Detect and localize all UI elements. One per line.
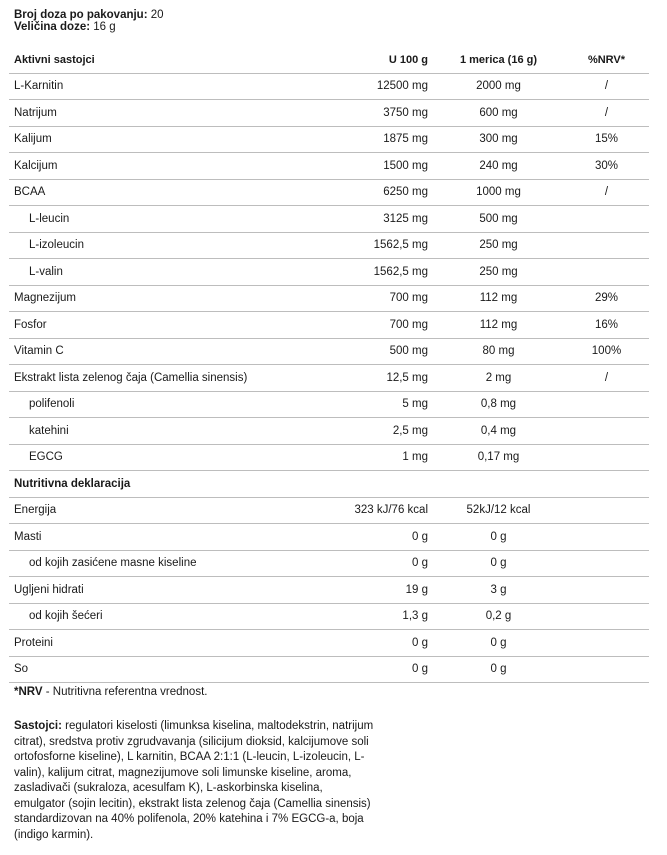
value-per-100g: 1562,5 mg bbox=[336, 232, 436, 259]
serving-info bbox=[14, 9, 654, 33]
value-per-serving: 300 mg bbox=[436, 126, 569, 153]
value-per-serving: 80 mg bbox=[436, 338, 569, 365]
table-row bbox=[9, 497, 649, 524]
ingredient-name: L-leucin bbox=[9, 206, 336, 233]
nutrient-name: So bbox=[9, 656, 336, 683]
value-per-serving: 0 g bbox=[436, 630, 569, 657]
value-nrv bbox=[569, 391, 649, 418]
value-per-serving: 600 mg bbox=[436, 100, 569, 127]
ingredients-label: Sastojci: bbox=[14, 720, 62, 732]
value-nrv: 15% bbox=[569, 126, 649, 153]
value-nrv: 30% bbox=[569, 153, 649, 180]
ingredient-name: polifenoli bbox=[9, 391, 336, 418]
value-per-serving: 0,2 g bbox=[436, 603, 569, 630]
table-row bbox=[9, 550, 649, 577]
serving-size bbox=[14, 21, 654, 33]
nrv-footnote bbox=[14, 686, 207, 698]
table-row bbox=[9, 126, 649, 153]
value-nrv bbox=[569, 630, 649, 657]
table-row bbox=[9, 391, 649, 418]
table-row bbox=[9, 285, 649, 312]
servings-value: 20 bbox=[150, 9, 164, 21]
ingredient-name: Kalijum bbox=[9, 126, 336, 153]
value-per-100g: 1500 mg bbox=[336, 153, 436, 180]
value-nrv: 16% bbox=[569, 312, 649, 339]
value-per-serving: 0,4 mg bbox=[436, 418, 569, 445]
column-header-per-serving: 1 merica (16 g) bbox=[436, 47, 569, 73]
value-per-100g: 700 mg bbox=[336, 285, 436, 312]
nutrient-name: Masti bbox=[9, 524, 336, 551]
value-per-serving: 2 mg bbox=[436, 365, 569, 392]
table-row bbox=[9, 206, 649, 233]
value-per-serving: 1000 mg bbox=[436, 179, 569, 206]
column-header-ingredient: Aktivni sastojci bbox=[9, 47, 336, 73]
ingredient-name: Kalcijum bbox=[9, 153, 336, 180]
value-nrv: 29% bbox=[569, 285, 649, 312]
ingredient-name: L-valin bbox=[9, 259, 336, 286]
value-per-100g: 0 g bbox=[336, 550, 436, 577]
value-per-100g: 6250 mg bbox=[336, 179, 436, 206]
value-nrv: / bbox=[569, 179, 649, 206]
ingredient-name: Ekstrakt lista zelenog čaja (Camellia sinensis) bbox=[9, 365, 336, 392]
nutrition-section-row bbox=[9, 471, 649, 498]
value-nrv bbox=[569, 577, 649, 604]
value-per-serving: 0,8 mg bbox=[436, 391, 569, 418]
nutrition-table bbox=[9, 47, 649, 683]
value-nrv bbox=[569, 232, 649, 259]
value-per-serving: 500 mg bbox=[436, 206, 569, 233]
table-row bbox=[9, 312, 649, 339]
value-per-100g: 1,3 g bbox=[336, 603, 436, 630]
ingredient-name: Magnezijum bbox=[9, 285, 336, 312]
servings-label: Broj doza po pakovanju: bbox=[14, 9, 148, 21]
column-header-nrv: %NRV* bbox=[569, 47, 649, 73]
table-header-row bbox=[9, 47, 649, 73]
value-nrv bbox=[569, 259, 649, 286]
footnote-text: - Nutritivna referentna vrednost. bbox=[42, 686, 208, 698]
value-per-100g: 1562,5 mg bbox=[336, 259, 436, 286]
ingredient-name: Vitamin C bbox=[9, 338, 336, 365]
value-per-100g: 1875 mg bbox=[336, 126, 436, 153]
table-row bbox=[9, 656, 649, 683]
value-per-serving: 0 g bbox=[436, 550, 569, 577]
value-per-100g: 0 g bbox=[336, 656, 436, 683]
value-per-100g: 19 g bbox=[336, 577, 436, 604]
table-row bbox=[9, 259, 649, 286]
ingredients-text: regulatori kiselosti (limunksa kiselina, maltodekstrin, natrijum citrat), sredstva protiv zgrudvavanja (silicijum dioksid, kalcijumove soli ortofosforne kiseline), L karnitin, BCAA 2:1:1 (L-leucin, L-izoleucin, L-valin), kalijum citrat, magnezijumove soli limunske kiseline, aroma, zasladivači (sukraloza, acesulfam K), L-askorbinska kiselina, emulgator (sojin lecitin), ekstrakt lista zelenog čaja (Camellia sinensis) standardizovan na 40% polifenola, 20% katehina i 7% EGCG-a, boja (indigo karmin). bbox=[14, 720, 374, 841]
value-nrv bbox=[569, 206, 649, 233]
table-row bbox=[9, 153, 649, 180]
ingredient-name: L-Karnitin bbox=[9, 73, 336, 100]
value-per-100g: 700 mg bbox=[336, 312, 436, 339]
ingredient-name: Fosfor bbox=[9, 312, 336, 339]
nutrition-section-title: Nutritivna deklaracija bbox=[9, 471, 649, 498]
value-per-100g: 2,5 mg bbox=[336, 418, 436, 445]
value-per-serving: 112 mg bbox=[436, 312, 569, 339]
value-per-100g: 0 g bbox=[336, 524, 436, 551]
ingredients-paragraph bbox=[14, 719, 374, 843]
table-row bbox=[9, 100, 649, 127]
value-nrv bbox=[569, 656, 649, 683]
table-row bbox=[9, 418, 649, 445]
value-per-serving: 3 g bbox=[436, 577, 569, 604]
value-per-serving: 2000 mg bbox=[436, 73, 569, 100]
value-per-100g: 3750 mg bbox=[336, 100, 436, 127]
nutrient-name: od kojih zasićene masne kiseline bbox=[9, 550, 336, 577]
value-per-100g: 5 mg bbox=[336, 391, 436, 418]
value-nrv: 100% bbox=[569, 338, 649, 365]
value-per-serving: 0,17 mg bbox=[436, 444, 569, 471]
value-per-serving: 240 mg bbox=[436, 153, 569, 180]
value-per-serving: 250 mg bbox=[436, 232, 569, 259]
table-row bbox=[9, 577, 649, 604]
value-nrv: / bbox=[569, 100, 649, 127]
ingredient-name: BCAA bbox=[9, 179, 336, 206]
nutrient-name: Proteini bbox=[9, 630, 336, 657]
footnote-label: *NRV bbox=[14, 686, 43, 698]
value-nrv bbox=[569, 497, 649, 524]
value-nrv bbox=[569, 603, 649, 630]
table-row bbox=[9, 524, 649, 551]
value-nrv bbox=[569, 550, 649, 577]
value-per-100g: 0 g bbox=[336, 630, 436, 657]
value-nrv bbox=[569, 418, 649, 445]
table-row bbox=[9, 73, 649, 100]
value-per-100g: 12500 mg bbox=[336, 73, 436, 100]
table-row bbox=[9, 179, 649, 206]
table-row bbox=[9, 365, 649, 392]
value-per-100g: 323 kJ/76 kcal bbox=[336, 497, 436, 524]
servings-per-pack bbox=[14, 9, 654, 21]
value-nrv: / bbox=[569, 365, 649, 392]
column-header-per-100g: U 100 g bbox=[336, 47, 436, 73]
serving-size-value: 16 g bbox=[93, 21, 116, 33]
value-per-serving: 250 mg bbox=[436, 259, 569, 286]
table-row bbox=[9, 603, 649, 630]
nutrient-name: Ugljeni hidrati bbox=[9, 577, 336, 604]
table-row bbox=[9, 444, 649, 471]
table-row bbox=[9, 630, 649, 657]
value-nrv bbox=[569, 524, 649, 551]
value-per-100g: 3125 mg bbox=[336, 206, 436, 233]
nutrient-name: Energija bbox=[9, 497, 336, 524]
table-row bbox=[9, 232, 649, 259]
value-per-serving: 0 g bbox=[436, 656, 569, 683]
ingredient-name: L-izoleucin bbox=[9, 232, 336, 259]
ingredient-name: Natrijum bbox=[9, 100, 336, 127]
value-nrv: / bbox=[569, 73, 649, 100]
table-row bbox=[9, 338, 649, 365]
value-per-100g: 500 mg bbox=[336, 338, 436, 365]
value-per-100g: 12,5 mg bbox=[336, 365, 436, 392]
value-nrv bbox=[569, 444, 649, 471]
value-per-serving: 0 g bbox=[436, 524, 569, 551]
ingredient-name: EGCG bbox=[9, 444, 336, 471]
value-per-serving: 52kJ/12 kcal bbox=[436, 497, 569, 524]
value-per-serving: 112 mg bbox=[436, 285, 569, 312]
ingredient-name: katehini bbox=[9, 418, 336, 445]
nutrient-name: od kojih šećeri bbox=[9, 603, 336, 630]
serving-size-label: Veličina doze: bbox=[14, 21, 91, 33]
value-per-100g: 1 mg bbox=[336, 444, 436, 471]
